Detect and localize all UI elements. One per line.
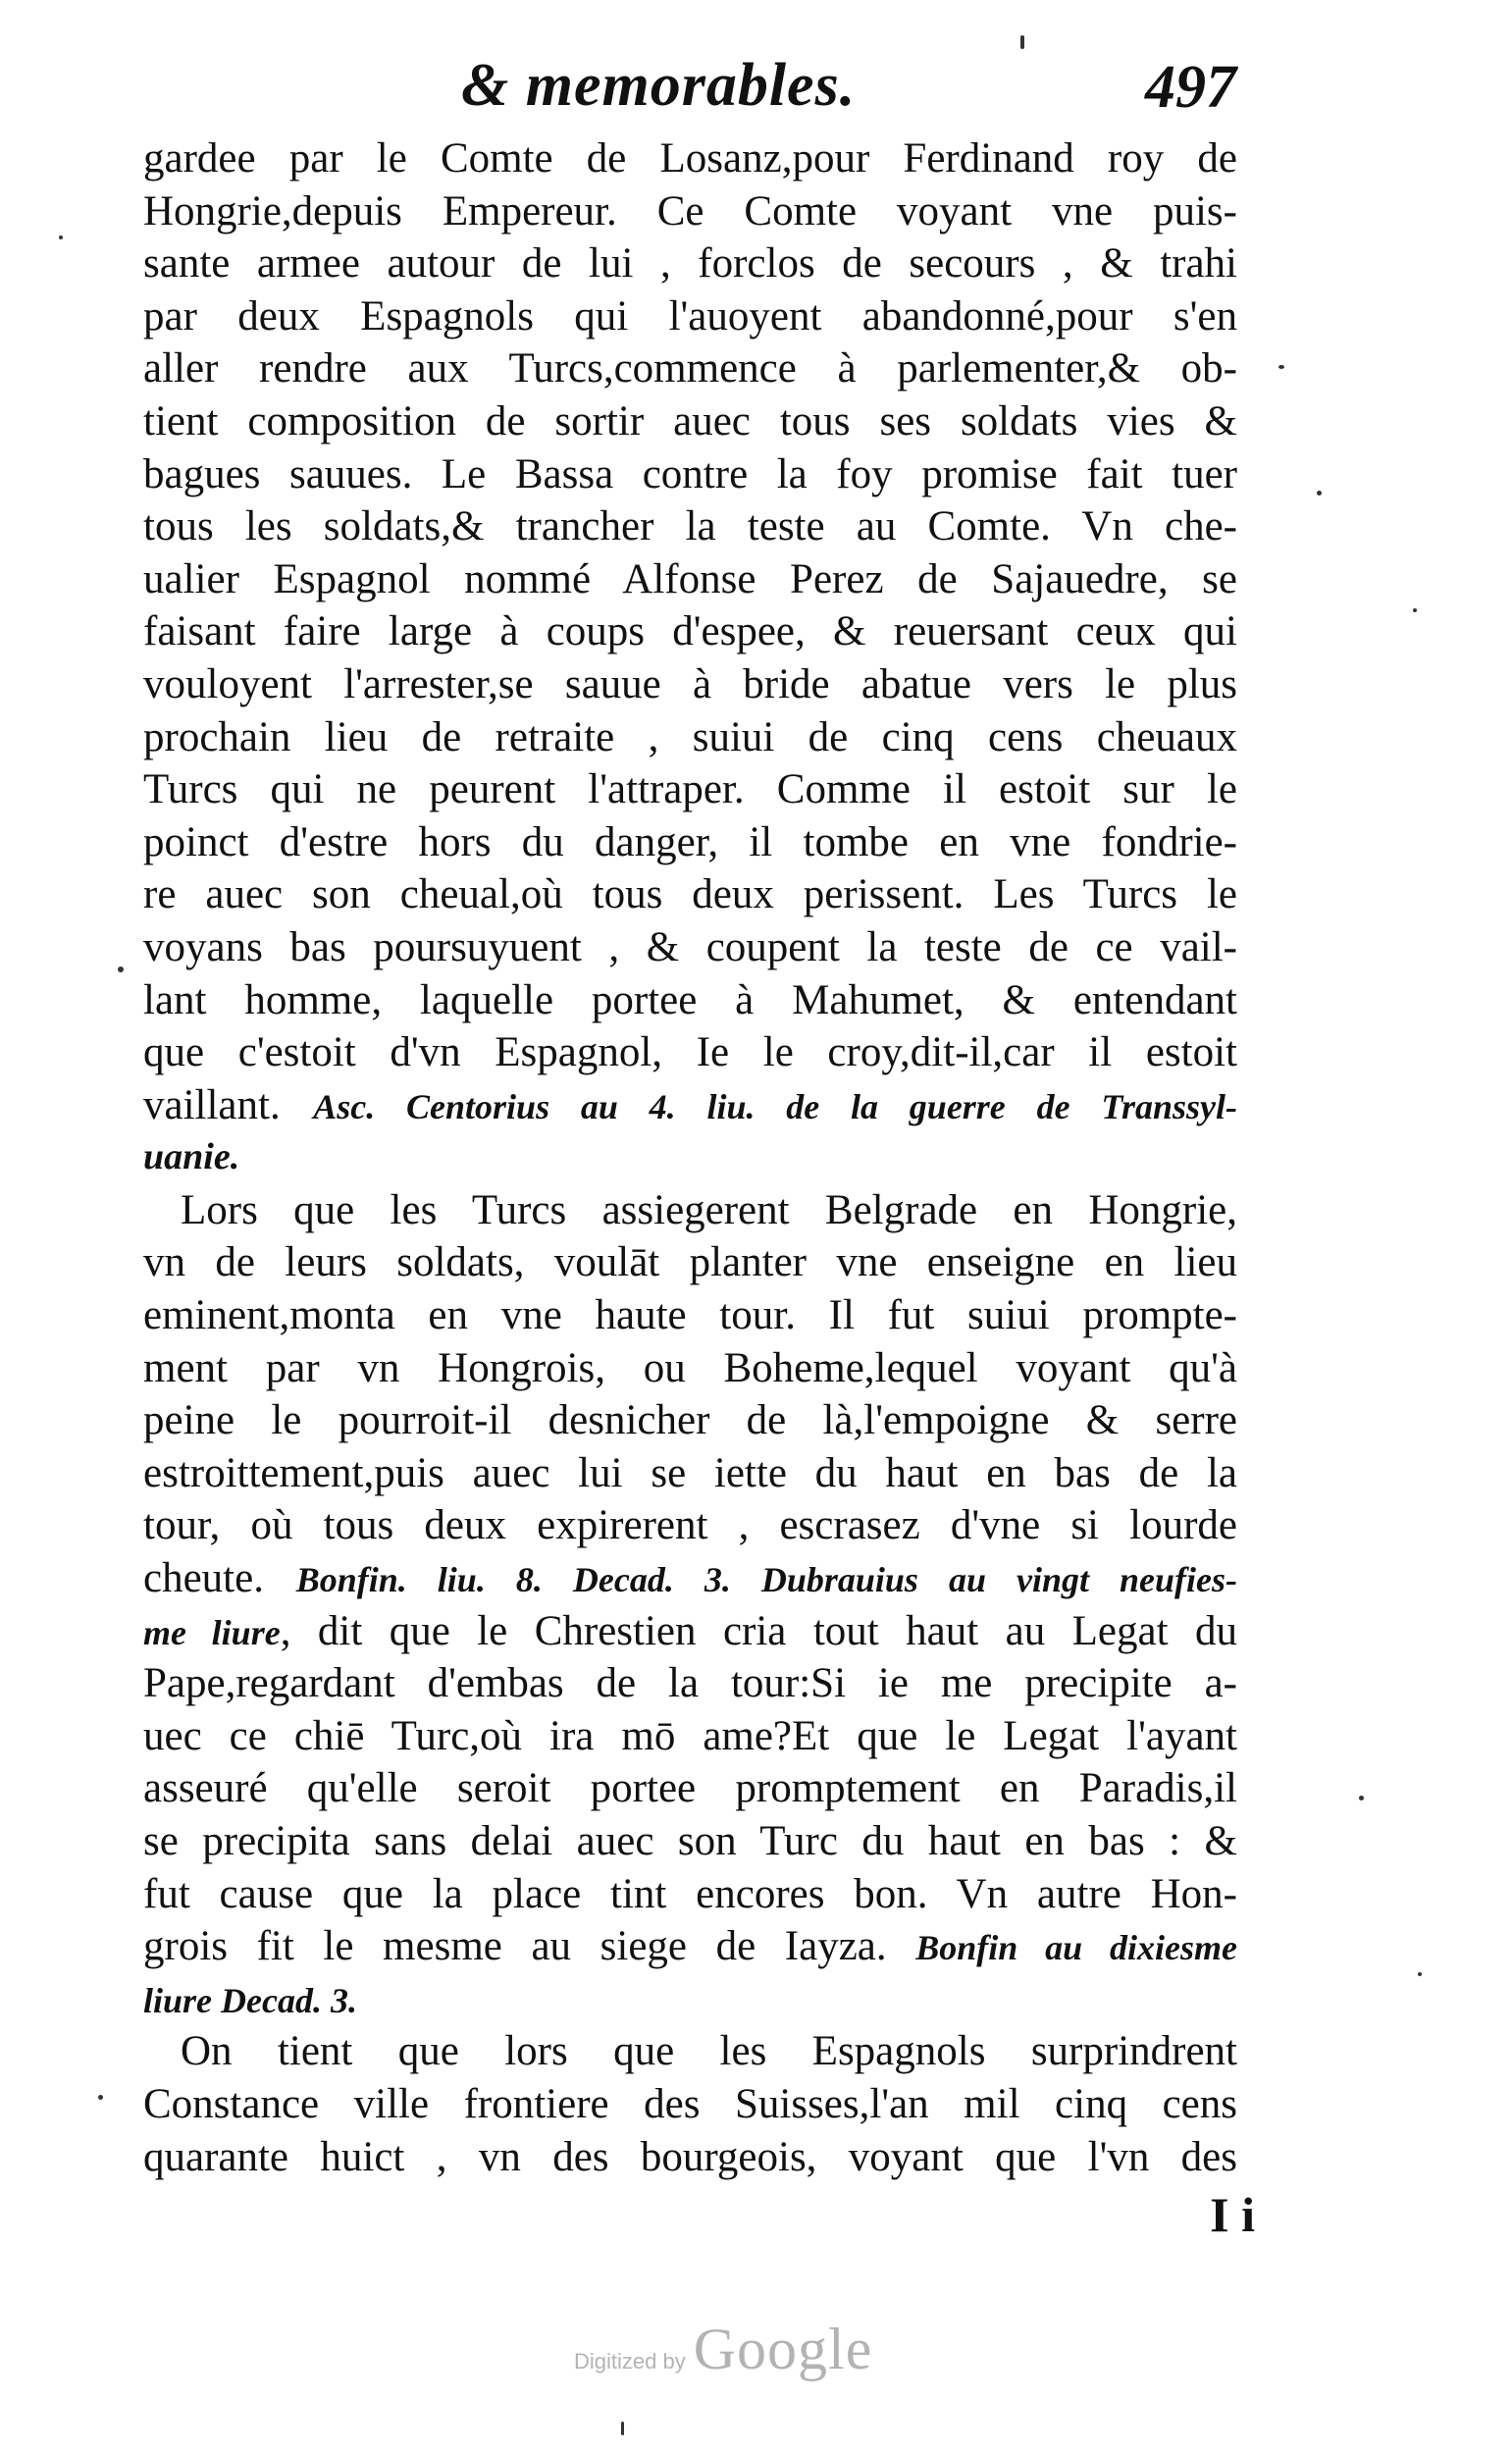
text-line: tous les soldats,& trancher la teste au Comte. Vn che- <box>143 503 1237 550</box>
text-line: vn de leurs soldats, voulāt planter vne enseigne en lieu <box>143 1239 1237 1286</box>
text-line: ualier Espagnol nommé Alfonse Perez de Sajauedre, se <box>143 555 1237 602</box>
reference-continuation <box>143 1973 1237 2026</box>
text-line: uec ce chiē Turc,où ira mō ame?Et que le Legat l'ayant <box>143 1712 1237 1759</box>
ink-speck <box>1278 365 1284 369</box>
text-line: faisant faire large à coups d'espee, & reuersant ceux qui <box>143 608 1237 655</box>
text-line: prochain lieu de retraite , suiui de cinq cens cheuaux <box>143 713 1237 760</box>
text-line: quarante huict , vn des bourgeois, voyant que l'vn des <box>143 2133 1237 2180</box>
paragraph-start-line: On tient que lors que les Espagnols surprindrent <box>181 2028 1237 2075</box>
ink-speck <box>118 966 124 972</box>
text-line-with-reference <box>143 1079 1237 1132</box>
text-line: aller rendre aux Turcs,commence à parlementer,& ob- <box>143 345 1237 392</box>
text-line-with-reference <box>143 1552 1237 1605</box>
marginal-reference: liure Decad. 3. <box>143 1980 357 2020</box>
watermark-prefix: Digitized by <box>574 2349 686 2374</box>
ink-speck <box>1317 491 1322 496</box>
line-text: cheute. <box>143 1555 264 1602</box>
text-line: peine le pourroit-il desnicher de là,l'empoigne & serre <box>143 1397 1237 1444</box>
text-line: eminent,monta en vne haute tour. Il fut suiui promptе- <box>143 1292 1237 1339</box>
text-line: estroittement,puis auec lui se iette du haut en bas de la <box>143 1449 1237 1496</box>
ink-speck <box>1020 35 1024 49</box>
text-line: Pape,regardant d'embas de la tour:Si ie me precipite a- <box>143 1660 1237 1707</box>
text-line: tient composition de sortir auec tous ses soldats vies & <box>143 397 1237 444</box>
text-line: gardee par le Comte de Losanz,pour Ferdinand roy de <box>143 135 1237 182</box>
text-line: voyans bas poursuyuent , & coupent la teste de ce vail- <box>143 923 1237 970</box>
text-line: ment par vn Hongrois, ou Boheme,lequel voyant qu'à <box>143 1344 1237 1391</box>
text-line: par deux Espagnols qui l'auoyent abandonné,pour s'en <box>143 292 1237 339</box>
ink-speck <box>1418 1972 1422 1976</box>
running-head <box>147 43 1236 131</box>
running-title: & memorables. <box>461 52 857 119</box>
text-line: poinct d'estre hors du danger, il tombe en vne fondrie- <box>143 818 1237 865</box>
marginal-reference: Asc. Centorius au 4. liu. de la guerre de Transsyl- <box>313 1086 1238 1126</box>
marginal-reference: Bonfin au dixiesme <box>915 1928 1237 1968</box>
text-line: Hongrie,depuis Empereur. Ce Comte voyant vne puis- <box>143 187 1237 235</box>
text-line: vouloyent l'arrester,se sauue à bride abatue vers le plus <box>143 660 1237 707</box>
paragraph-start-line: Lors que les Turcs assiegerent Belgrade en Hongrie, <box>181 1186 1237 1233</box>
line-text: grois fit le mesme au siege de Iayza. <box>143 1923 887 1970</box>
text-line-with-reference <box>143 1920 1237 1973</box>
ink-speck <box>1413 608 1417 612</box>
text-line-with-reference <box>143 1605 1237 1658</box>
text-line: se precipita sans delai auec son Turc du haut en bas : & <box>143 1818 1237 1864</box>
text-line: asseuré qu'elle seroit portee promptement en Paradis,il <box>143 1765 1237 1812</box>
body-text <box>143 132 1237 2183</box>
marginal-reference: Bonfin. liu. 8. Decad. 3. Dubrauius au vingt neufies- <box>295 1560 1238 1600</box>
text-line: Constance ville frontiere des Suisses,l'an mil cinq cens <box>143 2080 1237 2127</box>
ink-speck <box>621 2422 624 2435</box>
text-line: lant homme, laquelle portee à Mahumet, & entendant <box>143 976 1237 1023</box>
text-line: re auec son cheual,où tous deux perissent. Les Turcs le <box>143 871 1237 918</box>
text-line: sante armee autour de lui , forclos de secours , & trahi <box>143 240 1237 287</box>
page-number: 497 <box>1145 54 1236 121</box>
marginal-reference: me liure <box>143 1612 281 1652</box>
digitization-watermark <box>574 2316 872 2383</box>
signature-mark: I i <box>1210 2187 1255 2242</box>
ink-speck <box>98 2095 103 2100</box>
google-logo: Google <box>693 2317 873 2381</box>
text-line: que c'estoit d'vn Espagnol, Ie le croy,dit-il,car il estoit <box>143 1029 1237 1076</box>
line-text: vaillant. <box>143 1081 281 1128</box>
ink-speck <box>59 235 63 239</box>
reference-continuation: uanie. <box>143 1136 240 1178</box>
text-line: tour, où tous deux expirerent , escrasez d'vne si lourde <box>143 1502 1237 1549</box>
line-text: , dit que le Chrestien cria tout haut au Legat du <box>280 1607 1237 1654</box>
text-line: Turcs qui ne peurent l'attraper. Comme il estoit sur le <box>143 766 1237 813</box>
text-line: fut cause que la place tint encores bon. Vn autre Hon- <box>143 1870 1237 1917</box>
text-line: bagues sauues. Le Bassa contre la foy promise fait tuer <box>143 450 1237 497</box>
ink-speck <box>1359 1796 1364 1801</box>
